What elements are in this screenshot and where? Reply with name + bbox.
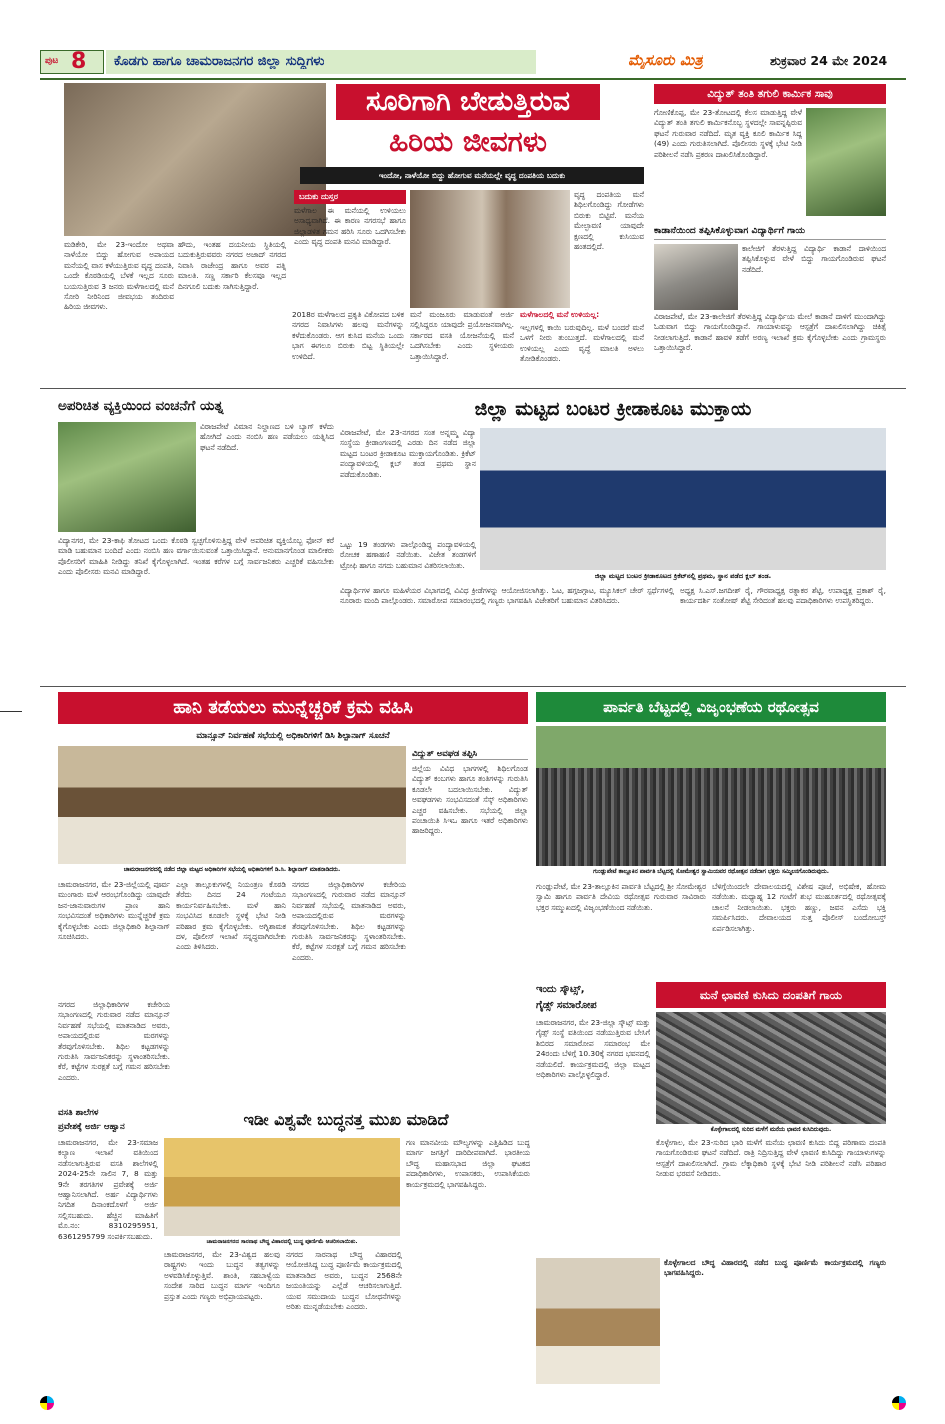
masthead: ಮೈಸೂರು ಮಿತ್ರ: [628, 51, 703, 69]
story1-photo-house: [64, 83, 326, 236]
story10-body: ಚಾಮರಾಜನಗರ, ಮೇ 23-ಸಮಾಜ ಕಲ್ಯಾಣ ಇಲಾಖೆ ವತಿಯಿಂದ ನಡೆಸಲಾಗುತ್ತಿರುವ ವಸತಿ ಶಾಲೆಗಳಲ್ಲಿ 2024-25ನೇ ಸಾಲಿನ 7, 8 ಮತ್ತು 9ನೇ ತರಗತಿಗಳ ಪ್ರವೇಶಕ್ಕೆ ಅರ್ಜಿ ಆಹ್ವಾನಿಸಲಾಗಿದೆ. ಅರ್ಹ ವಿದ್ಯಾರ್ಥಿಗಳು ನಿಗದಿತ ದಿನಾಂಕದೊಳಗೆ ಅರ್ಜಿ ಸಲ್ಲಿಸಬಹುದು. ಹೆಚ್ಚಿನ ಮಾಹಿತಿಗೆ ಮೊ.ನಂ: 8310295951, 6361295799 ಸಂಪರ್ಕಿಸಬಹುದು.: [58, 1138, 158, 1241]
divider-row2: [40, 686, 906, 687]
story9-body: ಕೊಳ್ಳೇಗಾಲ, ಮೇ 23-ಸುರಿದ ಭಾರಿ ಮಳೆಗೆ ಮನೆಯ ಛಾವಣಿ ಕುಸಿದು ಬಿದ್ದ ಪರಿಣಾಮ ದಂಪತಿ ಗಾಯಗೊಂಡಿರುವ ಘಟನೆ ನಡೆದಿದೆ. ರಾತ್ರಿ ನಿದ್ರಿಸುತ್ತಿದ್ದ ವೇಳೆ ಛಾವಣಿ ಕುಸಿದಿದ್ದು ಗಾಯಾಳುಗಳನ್ನು ಆಸ್ಪತ್ರೆಗೆ ದಾಖಲಿಸಲಾಗಿದೆ. ಗ್ರಾಮ ಲೆಕ್ಕಾಧಿಕಾರಿ ಸ್ಥಳಕ್ಕೆ ಭೇಟಿ ನೀಡಿ ಪರಿಶೀಲನೆ ನಡೆಸಿ ಪರಿಹಾರ ನೀಡುವ ಭರವಸೆ ನೀಡಿದರು.: [656, 1138, 886, 1179]
story1-body-f: ಮನೆ ಮಂಜೂರು ಮಾಡುವಂತೆ ಅರ್ಜಿ ಸಲ್ಲಿಸಿದ್ದರೂ ಯಾವುದೇ ಪ್ರಯೋಜನವಾಗಿಲ್ಲ. ಸರ್ಕಾರದ ವಸತಿ ಯೋಜನೆಯಲ್ಲಿ ಮನೆ ಒದಗಿಸಬೇಕು ಎಂದು ಸ್ಥಳೀಯರು ಒತ್ತಾಯಿಸಿದ್ದಾರೆ.: [410, 310, 514, 361]
story1-sidebar-title: ಬದುಕು ದುಸ್ತರ: [294, 190, 406, 204]
story8-headline-line1: ಇಂದು ಸ್ಕೌಟ್ಸ್,: [536, 984, 585, 995]
page-margin-tick: [0, 711, 22, 712]
story11-photo: [164, 1138, 400, 1236]
story6-body-b: ನಗರದ ಜಿಲ್ಲಾಧಿಕಾರಿಗಳ ಕಚೇರಿಯ ಸಭಾಂಗಣದಲ್ಲಿ ಗುರುವಾರ ನಡೆದ ಮಾನ್ಸೂನ್ ನಿರ್ವಹಣೆ ಸಭೆಯಲ್ಲಿ ಮಾತನಾಡಿದ ಅವರು, ಅಪಾಯದಲ್ಲಿರುವ ಮರಗಳನ್ನು ತೆರವುಗೊಳಿಸಬೇಕು. ಶಿಥಿಲ ಕಟ್ಟಡಗಳನ್ನು ಗುರುತಿಸಿ ಸಾರ್ವಜನಿಕರನ್ನು ಸ್ಥಳಾಂತರಿಸಬೇಕು. ಕೆರೆ, ಕಟ್ಟೆಗಳ ಸುರಕ್ಷತೆ ಬಗ್ಗೆ ಗಮನ ಹರಿಸಬೇಕು ಎಂದರು.: [58, 1000, 170, 1082]
story3-headline: ಕಾಡಾನೆಯಿಂದ ತಪ್ಪಿಸಿಕೊಳ್ಳುವಾಗ ವಿದ್ಯಾರ್ಥಿಗೆ ಗಾಯ: [654, 222, 886, 240]
story1-body-g: ಇಲ್ಲಗಳಲ್ಲಿ ಕಾಯಿ ಬರುವುದಿಲ್ಲ. ಮಳೆ ಬಂದರೆ ಮನೆ ಒಳಗೆ ನೀರು ತುಂಬುತ್ತದೆ. ಮಳೆಗಾಲದಲ್ಲಿ ಮನೆ ಉಳಿಯಲ್ಲ ಎಂದು ವೃದ್ಧೆ ಮಾಲತಿ ಅಳಲು ತೋಡಿಕೊಂಡರು.: [520, 323, 644, 364]
story7-body-b: ಬೆಳಿಗ್ಗೆಯಿಂದಲೇ ದೇವಾಲಯದಲ್ಲಿ ವಿಶೇಷ ಪೂಜೆ, ಅಭಿಷೇಕ, ಹೋಮ ನಡೆಯಿತು. ಮಧ್ಯಾಹ್ನ 12 ಗಂಟೆಗೆ ಶುಭ ಮುಹೂರ್ತದಲ್ಲಿ ರಥೋತ್ಸವಕ್ಕೆ ಚಾಲನೆ ನೀಡಲಾಯಿತು. ಭಕ್ತರು ಹಣ್ಣು, ಜವನ ಎಸೆದು ಭಕ್ತಿ ಸಮರ್ಪಿಸಿದರು. ದೇವಾಲಯದ ಸುತ್ತ ಪೊಲೀಸ್ ಬಂದೋಬಸ್ತ್ ಏರ್ಪಡಿಸಲಾಗಿತ್ತು.: [712, 882, 886, 933]
registration-mark-bottom-right: [892, 1396, 906, 1410]
story10-headline-line2: ಪ್ರವೇಶಕ್ಕೆ ಅರ್ಜಿ ಆಹ್ವಾನ: [58, 1122, 125, 1132]
story4-body-b: ವಿದ್ಯಾನಗರ, ಮೇ 23-ಕಾಫಿ ತೋಟದ ಒಂದು ಕೊಠಡಿ ಸ್ವಚ್ಛಗೊಳಿಸುತ್ತಿದ್ದ ವೇಳೆ ಅಪರಿಚಿತ ವ್ಯಕ್ತಿಯೊಬ್ಬ ಫೋನ್ ಕರೆ ಮಾಡಿ ಬಹುಮಾನ ಬಂದಿದೆ ಎಂದು ನಂಬಿಸಿ ಹಣ ವರ್ಗಾಯಿಸುವಂತೆ ಒತ್ತಾಯಿಸಿದ್ದಾನೆ. ಅನುಮಾನಗೊಂಡ ಮಾಲೀಕರು ಪೊಲೀಸರಿಗೆ ಮಾಹಿತಿ ನೀಡಿದ್ದು ತನಿಖೆ ಕೈಗೊಳ್ಳಲಾಗಿದೆ. ಇಂತಹ ಕರೆಗಳ ಬಗ್ಗೆ ಸಾರ್ವಜನಿಕರು ಎಚ್ಚರಿಕೆ ವಹಿಸಬೇಕು ಎಂದು ಪೊಲೀಸರು ಮನವಿ ಮಾಡಿದ್ದಾರೆ.: [58, 536, 334, 577]
story7-photo: [536, 726, 886, 866]
header-rule: [40, 78, 906, 80]
story4-photo: [58, 422, 196, 532]
story7-body-a: ಗುಂಡ್ಲುಪೇಟೆ, ಮೇ 23-ತಾಲ್ಲೂಕಿನ ಪಾರ್ವತಿ ಬೆಟ್ಟದಲ್ಲಿ ಶ್ರೀ ಸೋಮೇಶ್ವರ ಸ್ವಾಮಿ ಹಾಗೂ ಪಾರ್ವತಿ ದೇವಿಯ ರಥೋತ್ಸವ ಗುರುವಾರ ಸಾವಿರಾರು ಭಕ್ತರ ಸಮ್ಮುಖದಲ್ಲಿ ವಿಜೃಂಭಣೆಯಿಂದ ನಡೆಯಿತು.: [536, 882, 706, 912]
story1-headline-line2: ಹಿರಿಯ ಜೀವಗಳು: [389, 125, 547, 158]
story1-body-d: ಮಳೆಗಾಲ ಈ ಮನೆಯಲ್ಲಿ ಉಳಿಯಲು ಅಸಾಧ್ಯವಾಗಿದೆ. ಈ ಕಾರಣ ನಗರಸಭೆ ಹಾಗೂ ಜಿಲ್ಲಾಡಳಿತ ಗಮನ ಹರಿಸಿ ಸೂರು ಒದಗಿಸಬೇಕು ಎಂದು ವೃದ್ಧ ದಂಪತಿ ಮನವಿ ಮಾಡಿದ್ದಾರೆ.: [294, 206, 406, 247]
story11-body-b: ನಗರದ ಸಾರನಾಥ ಬೌದ್ಧ ವಿಹಾರದಲ್ಲಿ ಆಯೋಜಿಸಿದ್ದ ಬುದ್ಧ ಪೂರ್ಣಿಮೆ ಕಾರ್ಯಕ್ರಮದಲ್ಲಿ ಮಾತನಾಡಿದ ಅವರು, ಬುದ್ಧನ 2568ನೇ ಜಯಂತಿಯನ್ನು ಎಲ್ಲೆಡೆ ಆಚರಿಸಲಾಗುತ್ತಿದೆ. ಯುವ ಸಮುದಾಯ ಬುದ್ಧನ ಬೋಧನೆಗಳನ್ನು ಅರಿತು ಮುನ್ನಡೆಯಬೇಕು ಎಂದರು.: [286, 1250, 402, 1312]
story2-body: ಗೋಣಿಕೊಪ್ಪ, ಮೇ 23-ತೋಟದಲ್ಲಿ ಕೆಲಸ ಮಾಡುತ್ತಿದ್ದ ವೇಳೆ ವಿದ್ಯುತ್ ತಂತಿ ತಗುಲಿ ಕಾರ್ಮಿಕನೊಬ್ಬ ಸ್ಥಳದಲ್ಲೇ ಸಾವನ್ನಪ್ಪಿರುವ ಘಟನೆ ಗುರುವಾರ ನಡೆದಿದೆ. ಮೃತ ವ್ಯಕ್ತಿ ಕೂಲಿ ಕಾರ್ಮಿಕ ಸಿದ್ದ (49) ಎಂದು ಗುರುತಿಸಲಾಗಿದೆ. ಪೊಲೀಸರು ಸ್ಥಳಕ್ಕೆ ಭೇಟಿ ನೀಡಿ ಪರಿಶೀಲನೆ ನಡೆಸಿ ಪ್ರಕರಣ ದಾಖಲಿಸಿಕೊಂಡಿದ್ದಾರೆ.: [654, 108, 802, 159]
story5-body-b: ಒಟ್ಟು 19 ತಂಡಗಳು ಪಾಲ್ಗೊಂಡಿದ್ದ ಪಂದ್ಯಾವಳಿಯಲ್ಲಿ ರೋಚಕ ಹಣಾಹಣಿ ನಡೆಯಿತು. ವಿಜೇತ ತಂಡಗಳಿಗೆ ಟ್ರೋಫಿ ಹಾಗೂ ನಗದು ಬಹುಮಾನ ವಿತರಿಸಲಾಯಿತು.: [340, 540, 476, 570]
story10-headline-line1: ವಸತಿ ಶಾಲೆಗಳ: [58, 1108, 99, 1118]
story6-photo: [58, 746, 406, 864]
section-title: ಕೊಡಗು ಹಾಗೂ ಚಾಮರಾಜನಗರ ಜಿಲ್ಲಾ ಸುದ್ದಿಗಳು: [114, 54, 325, 69]
story6-headline: ಹಾನಿ ತಡೆಯಲು ಮುನ್ನೆಚ್ಚರಿಕೆ ಕ್ರಮ ವಹಿಸಿ: [58, 692, 528, 724]
story3-body-a: ಕಾಲೇಜಿಗೆ ತೆರಳುತ್ತಿದ್ದ ವಿದ್ಯಾರ್ಥಿ ಕಾಡಾನೆ ದಾಳಿಯಿಂದ ತಪ್ಪಿಸಿಕೊಳ್ಳುವ ವೇಳೆ ಬಿದ್ದು ಗಾಯಗೊಂಡಿರುವ ಘಟನೆ ನಡೆದಿದೆ.: [742, 244, 886, 274]
page-number-box: [40, 50, 104, 74]
story9-photo: [656, 1012, 886, 1124]
issue-date: ಶುಕ್ರವಾರ 24 ಮೇ 2024: [770, 53, 888, 68]
story1-body-b: ಹೌದು, ಇಂತಹ ದಯನೀಯ ಸ್ಥಿತಿಯಲ್ಲಿ ಬದುಕುತ್ತಿರುವವರು ನಗರದ ಅಜಾದ್ ನಗರದ ನಿವಾಸಿ ರಾಜೇಂದ್ರ ಹಾಗೂ ಅವರ ಪತ್ನಿ ಮಾಲತಿ. ಸಣ್ಣ ಸರ್ಕಾರಿ ಕೆಲಸವೂ ಇಲ್ಲದ ದಿನಗೂಲಿ ಬದುಕು ಸಾಗಿಸುತ್ತಿದ್ದಾರೆ.: [178, 240, 286, 291]
story6-photo-caption: ಚಾಮರಾಜನಗರದಲ್ಲಿ ನಡೆದ ಜಿಲ್ಲಾ ಮಟ್ಟದ ಅಧಿಕಾರಿಗಳ ಸಭೆಯಲ್ಲಿ ಅಧಿಕಾರಿಗಳಿಗೆ ಡಿ.ಸಿ. ಶಿಲ್ಪಾನಾಗ್ ಮಾತನಾಡಿದರು.: [123, 867, 341, 873]
story8-body: ಚಾಮರಾಜನಗರ, ಮೇ 23-ಜಿಲ್ಲಾ ಸ್ಕೌಟ್ಸ್ ಮತ್ತು ಗೈಡ್ಸ್ ಸಂಸ್ಥೆ ವತಿಯಿಂದ ನಡೆಯುತ್ತಿರುವ ಬೇಸಿಗೆ ಶಿಬಿರದ ಸಮಾರೋಪ ಸಮಾರಂಭ ಮೇ 24ರಂದು ಬೆಳಿಗ್ಗೆ 10.30ಕ್ಕೆ ನಗರದ ಭವನದಲ್ಲಿ ನಡೆಯಲಿದೆ. ಕಾರ್ಯಕ್ರಮದಲ್ಲಿ ಜಿಲ್ಲಾ ಮಟ್ಟದ ಅಧಿಕಾರಿಗಳು ಪಾಲ್ಗೊಳ್ಳಲಿದ್ದಾರೆ.: [536, 1018, 650, 1080]
story5-body-a: ವಿರಾಜಪೇಟೆ, ಮೇ 23-ನಗರದ ಸಂತ ಅನ್ನಮ್ಮ ವಿದ್ಯಾ ಸಂಸ್ಥೆಯ ಕ್ರೀಡಾಂಗಣದಲ್ಲಿ ಎರಡು ದಿನ ನಡೆದ ಜಿಲ್ಲಾ ಮಟ್ಟದ ಬಂಟರ ಕ್ರೀಡಾಕೂಟ ಮುಕ್ತಾಯಗೊಂಡಿತು. ಕ್ರಿಕೆಟ್ ಪಂದ್ಯಾವಳಿಯಲ್ಲಿ ಕ್ಲಬ್ ತಂಡ ಪ್ರಥಮ ಸ್ಥಾನ ಪಡೆದುಕೊಂಡಿತು.: [340, 428, 476, 479]
story2-headline: ವಿದ್ಯುತ್ ತಂತಿ ತಗುಲಿ ಕಾರ್ಮಿಕ ಸಾವು: [654, 84, 886, 104]
page-label: ಪುಟ: [45, 56, 59, 66]
story4-body-a: ವಿರಾಜಪೇಟೆ ವಿಮಾನ ನಿಲ್ದಾಣದ ಬಳಿ ಬ್ಯಾಗ್ ಕಳೆದು ಹೋಗಿದೆ ಎಂದು ನಂಬಿಸಿ ಹಣ ಪಡೆಯಲು ಯತ್ನಿಸಿದ ಘಟನೆ ನಡೆದಿದೆ.: [200, 422, 334, 452]
story1-body-c: 2018ರ ಮಳೆಗಾಲದ ಪ್ರಕೃತಿ ವಿಕೋಪದ ಬಳಿಕ ನಗರದ ನಿವಾಸಿಗಳು ಹಲವು ಮನೆಗಳನ್ನು ಕಳೆದುಕೊಂಡರು. ಆಗ ಕುಸಿದ ಮನೆಯ ಒಂದು ಭಾಗ ಈಗಲೂ ಬಿರುಕು ಬಿಟ್ಟ ಸ್ಥಿತಿಯಲ್ಲೇ ಉಳಿದಿದೆ.: [292, 310, 404, 361]
story9-photo-caption: ಕೊಳ್ಳೇಗಾಲದಲ್ಲಿ ಸುರಿದ ಮಳೆಗೆ ಮನೆಯ ಛಾವಣಿ ಕುಸಿದಿರುವುದು.: [710, 1127, 832, 1133]
story1-photo-couple: [410, 190, 570, 308]
story7-headline: ಪಾರ್ವತಿ ಬೆಟ್ಟದಲ್ಲಿ ವಿಜೃಂಭಣೆಯ ರಥೋತ್ಸವ: [536, 692, 886, 722]
story3-photo: [654, 244, 738, 310]
registration-mark-bottom-left: [40, 1396, 54, 1410]
story11-headline: ಇಡೀ ವಿಶ್ವವೇ ಬುದ್ಧನತ್ತ ಮುಖ ಮಾಡಿದೆ: [243, 1110, 449, 1129]
story11-photo2: [536, 1258, 660, 1384]
story9-headline: ಮನೆ ಛಾವಣಿ ಕುಸಿದು ದಂಪತಿಗೆ ಗಾಯ: [656, 982, 886, 1008]
story5-body-c: ವಿದ್ಯಾರ್ಥಿಗಳ ಹಾಗೂ ಮಹಿಳೆಯರ ವಿಭಾಗದಲ್ಲಿ ವಿವಿಧ ಕ್ರೀಡೆಗಳನ್ನು ಆಯೋಜಿಸಲಾಗಿತ್ತು. ಓಟ, ಹಗ್ಗಜಗ್ಗಾಟ, ಮ್ಯೂಸಿಕಲ್ ಚೇರ್ ಸ್ಪರ್ಧೆಗಳಲ್ಲಿ ನೂರಾರು ಮಂದಿ ಪಾಲ್ಗೊಂಡರು. ಸಮಾರೋಪ ಸಮಾರಂಭದಲ್ಲಿ ಗಣ್ಯರು ಭಾಗವಹಿಸಿ ವಿಜೇತರಿಗೆ ಬಹುಮಾನ ವಿತರಿಸಿದರು.: [340, 586, 674, 606]
section-title-bar: [106, 50, 536, 74]
story11-body-a: ಚಾಮರಾಜನಗರ, ಮೇ 23-ವಿಶ್ವದ ಹಲವು ರಾಷ್ಟ್ರಗಳು ಇಂದು ಬುದ್ಧನ ತತ್ವಗಳನ್ನು ಅಳವಡಿಸಿಕೊಳ್ಳುತ್ತಿವೆ. ಶಾಂತಿ, ಸಹಬಾಳ್ವೆಯ ಸಂದೇಶ ಸಾರಿದ ಬುದ್ಧನ ಮಾರ್ಗ ಇಂದಿಗೂ ಪ್ರಸ್ತುತ ಎಂದು ಗಣ್ಯರು ಅಭಿಪ್ರಾಯಪಟ್ಟರು.: [164, 1250, 280, 1301]
story5-body-d: ಅಧ್ಯಕ್ಷ ಸಿ.ಎಸ್.ಜಗದೀಶ್ ರೈ, ಗೌರವಾಧ್ಯಕ್ಷ ರತ್ನಾಕರ ಶೆಟ್ಟಿ, ಉಪಾಧ್ಯಕ್ಷ ಪ್ರಕಾಶ್ ರೈ, ಕಾರ್ಯದರ್ಶಿ ಸಂತೋಷ್ ಶೆಟ್ಟಿ ಸೇರಿದಂತೆ ಹಲವು ಪದಾಧಿಕಾರಿಗಳು ಉಪಸ್ಥಿತರಿದ್ದರು.: [680, 586, 886, 606]
story11-photo2-caption: ಕೊಳ್ಳೇಗಾಲದ ಬೌದ್ಧ ವಿಹಾರದಲ್ಲಿ ನಡೆದ ಬುದ್ಧ ಪೂರ್ಣಿಮೆ ಕಾರ್ಯಕ್ರಮದಲ್ಲಿ ಗಣ್ಯರು ಭಾಗವಹಿಸಿದ್ದರು.: [664, 1258, 886, 1278]
page-header: [40, 48, 906, 76]
story1-subhead: ಇಂದೋ, ನಾಳೆಯೋ ಬಿದ್ದು ಹೋಗುವ ಮನೆಯಲ್ಲೇ ವೃದ್ಧ ದಂಪತಿಯ ಬದುಕು: [300, 167, 644, 184]
story7-photo-caption: ಗುಂಡ್ಲುಪೇಟೆ ತಾಲ್ಲೂಕಿನ ಪಾರ್ವತಿ ಬೆಟ್ಟದಲ್ಲಿ ಸೋಮೇಶ್ವರ ಸ್ವಾಮಿಯವರ ರಥೋತ್ಸವ ನಡೆದಾಗ ಭಕ್ತರು ಸಮ್ಮಿಲನಗೊಂಡಿರುವುದು.: [593, 869, 829, 875]
story1-body-e: ವೃದ್ಧ ದಂಪತಿಯ ಮನೆ ಶಿಥಿಲಗೊಂಡಿದ್ದು ಗೋಡೆಗಳು ಬಿರುಕು ಬಿಟ್ಟಿವೆ. ಮನೆಯ ಮೇಲ್ಛಾವಣಿ ಯಾವುದೇ ಕ್ಷಣದಲ್ಲಿ ಕುಸಿಯುವ ಹಂತದಲ್ಲಿದೆ.: [574, 190, 644, 252]
story4-headline: ಅಪರಿಚಿತ ವ್ಯಕ್ತಿಯಿಂದ ವಂಚನೆಗೆ ಯತ್ನ: [58, 398, 224, 414]
story6-body-c: ಎಲ್ಲಾ ತಾಲ್ಲೂಕುಗಳಲ್ಲಿ ನಿಯಂತ್ರಣ ಕೊಠಡಿ ತೆರೆದು ದಿನದ 24 ಗಂಟೆಯೂ ಕಾರ್ಯನಿರ್ವಹಿಸಬೇಕು. ಮಳೆ ಹಾನಿ ಸಂಭವಿಸಿದ ಕೂಡಲೇ ಸ್ಥಳಕ್ಕೆ ಭೇಟಿ ನೀಡಿ ಪರಿಹಾರ ಕ್ರಮ ಕೈಗೊಳ್ಳಬೇಕು. ಅಗ್ನಿಶಾಮಕ ದಳ, ಪೊಲೀಸ್ ಇಲಾಖೆ ಸನ್ನದ್ಧವಾಗಿರಬೇಕು ಎಂದು ತಿಳಿಸಿದರು.: [176, 880, 286, 952]
story6-side-title: ವಿದ್ಯುತ್ ಅವಘಡ ತಪ್ಪಿಸಿ: [412, 746, 528, 760]
story6-subhead: ಮಾನ್ಸೂನ್ ನಿರ್ವಹಣೆ ಸಭೆಯಲ್ಲಿ ಅಧಿಕಾರಿಗಳಿಗೆ ಡಿಸಿ ಶಿಲ್ಪಾನಾಗ್ ಸೂಚನೆ: [196, 730, 390, 740]
story3-body-b: ವಿರಾಜಪೇಟೆ, ಮೇ 23-ಕಾಲೇಜಿಗೆ ತೆರಳುತ್ತಿದ್ದ ವಿದ್ಯಾರ್ಥಿಯ ಮೇಲೆ ಕಾಡಾನೆ ದಾಳಿಗೆ ಮುಂದಾಗಿದ್ದು ಓಡುವಾಗ ಬಿದ್ದು ಗಾಯಗೊಂಡಿದ್ದಾನೆ. ಗಾಯಾಳುವನ್ನು ಆಸ್ಪತ್ರೆಗೆ ದಾಖಲಿಸಲಾಗಿದ್ದು ಚಿಕಿತ್ಸೆ ನೀಡಲಾಗುತ್ತಿದೆ. ಕಾಡಾನೆ ಹಾವಳಿ ತಡೆಗೆ ಅರಣ್ಯ ಇಲಾಖೆ ಕ್ರಮ ಕೈಗೊಳ್ಳಬೇಕು ಎಂದು ಗ್ರಾಮಸ್ಥರು ಒತ್ತಾಯಿಸಿದ್ದಾರೆ.: [654, 312, 886, 353]
story6-body-d: ಜಿಲ್ಲೆಯ ವಿವಿಧ ಭಾಗಗಳಲ್ಲಿ ಶಿಥಿಲಗೊಂಡ ವಿದ್ಯುತ್ ಕಂಬಗಳು ಹಾಗೂ ತಂತಿಗಳನ್ನು ಗುರುತಿಸಿ ಕೂಡಲೇ ಬದಲಾಯಿಸಬೇಕು. ವಿದ್ಯುತ್ ಅವಘಡಗಳು ಸಂಭವಿಸದಂತೆ ಸೆಸ್ಕ್ ಅಧಿಕಾರಿಗಳು ಎಚ್ಚರ ವಹಿಸಬೇಕು. ಸಭೆಯಲ್ಲಿ ಜಿಲ್ಲಾ ಪಂಚಾಯಿತಿ ಸಿಇಒ ಹಾಗೂ ಇತರೆ ಅಧಿಕಾರಿಗಳು ಹಾಜರಿದ್ದರು.: [412, 764, 528, 836]
story5-photo-team: [480, 428, 886, 570]
story2-photo: [806, 108, 886, 216]
story1-body-a: ಮಡಿಕೇರಿ, ಮೇ 23-ಇಂದೋ ಅಥವಾ ನಾಳೆಯೋ ಬಿದ್ದು ಹೋಗುವ ಅಪಾಯದ ಮನೆಯಲ್ಲಿ ವಾಸ ಕಳೆಯುತ್ತಿರುವ ವೃದ್ಧ ದಂಪತಿ, ಒಂದೇ ಕೊಠಡಿಯಲ್ಲಿ ಬೆಳಕೆ ಇಲ್ಲದ ಸೂರು ಬಯಸುತ್ತಿರುವ 3 ಜನರು ಮಳೆಗಾಲದಲ್ಲಿ ಮನೆ ಸೋರಿ ನೀರಿನಿಂದ ಜೀವಭಯ ತಂದಿರುವ ಹಿರಿಯ ಜೀವಗಳು.: [64, 240, 174, 312]
page-number: 8: [71, 50, 87, 74]
story5-photo-caption: ಜಿಲ್ಲಾ ಮಟ್ಟದ ಬಂಟರ ಕ್ರೀಡಾಕೂಟದ ಕ್ರಿಕೆಟ್‌ನಲ್ಲಿ ಪ್ರಥಮ, ಸ್ಥಾನ ಪಡೆದ ಕ್ಲಬ್ ತಂಡ.: [594, 572, 772, 580]
story1-headline-line1: ಸೂರಿಗಾಗಿ ಬೇಡುತ್ತಿರುವ: [336, 84, 600, 120]
story1-crosshead: ಮಳೆಗಾಲದಲ್ಲಿ ಮನೆ ಉಳಿಯಲ್ಲ:: [520, 310, 600, 319]
divider-row1: [40, 388, 906, 389]
story6-body-a: ಚಾಮರಾಜನಗರ, ಮೇ 23-ಜಿಲ್ಲೆಯಲ್ಲಿ ಪೂರ್ವ ಮುಂಗಾರು ಮಳೆ ಆರಂಭಗೊಂಡಿದ್ದು ಯಾವುದೇ ಜನ-ಜಾನುವಾರುಗಳ ಪ್ರಾಣ ಹಾನಿ ಸಂಭವಿಸದಂತೆ ಅಧಿಕಾರಿಗಳು ಮುನ್ನೆಚ್ಚರಿಕೆ ಕ್ರಮ ಕೈಗೊಳ್ಳಬೇಕು ಎಂದು ಜಿಲ್ಲಾಧಿಕಾರಿ ಶಿಲ್ಪಾನಾಗ್ ಸೂಚಿಸಿದರು.: [58, 880, 170, 942]
story11-body-c: ಗಣ ಮಾನವೀಯ ಮೌಲ್ಯಗಳನ್ನು ಎತ್ತಿಹಿಡಿದ ಬುದ್ಧ ಮಾರ್ಗ ಜಗತ್ತಿಗೆ ದಾರಿದೀಪವಾಗಿದೆ. ಭಾರತೀಯ ಬೌದ್ಧ ಮಹಾಸಭಾದ ಜಿಲ್ಲಾ ಘಟಕದ ಪದಾಧಿಕಾರಿಗಳು, ಉಪಾಸಕರು, ಉಪಾಸಿಕೆಯರು ಕಾರ್ಯಕ್ರಮದಲ್ಲಿ ಭಾಗವಹಿಸಿದ್ದರು.: [406, 1138, 530, 1189]
story6-body-extra: ನಗರದ ಜಿಲ್ಲಾಧಿಕಾರಿಗಳ ಕಚೇರಿಯ ಸಭಾಂಗಣದಲ್ಲಿ ಗುರುವಾರ ನಡೆದ ಮಾನ್ಸೂನ್ ನಿರ್ವಹಣೆ ಸಭೆಯಲ್ಲಿ ಮಾತನಾಡಿದ ಅವರು, ಅಪಾಯದಲ್ಲಿರುವ ಮರಗಳನ್ನು ತೆರವುಗೊಳಿಸಬೇಕು. ಶಿಥಿಲ ಕಟ್ಟಡಗಳನ್ನು ಗುರುತಿಸಿ ಸಾರ್ವಜನಿಕರನ್ನು ಸ್ಥಳಾಂತರಿಸಬೇಕು. ಕೆರೆ, ಕಟ್ಟೆಗಳ ಸುರಕ್ಷತೆ ಬಗ್ಗೆ ಗಮನ ಹರಿಸಬೇಕು ಎಂದರು.: [292, 880, 406, 962]
story5-headline: ಜಿಲ್ಲಾ ಮಟ್ಟದ ಬಂಟರ ಕ್ರೀಡಾಕೂಟ ಮುಕ್ತಾಯ: [474, 398, 752, 420]
story11-photo-caption: ಚಾಮರಾಜನಗರದ ಸಾರನಾಥ ಬೌದ್ಧ ವಿಹಾರದಲ್ಲಿ ಬುದ್ಧ ಪೂರ್ಣಿಮೆ ಆಚರಿಸಲಾಯಿತು.: [206, 1239, 358, 1245]
story8-headline-line2: ಗೈಡ್ಸ್ ಸಮಾರೋಪ: [536, 1000, 597, 1011]
